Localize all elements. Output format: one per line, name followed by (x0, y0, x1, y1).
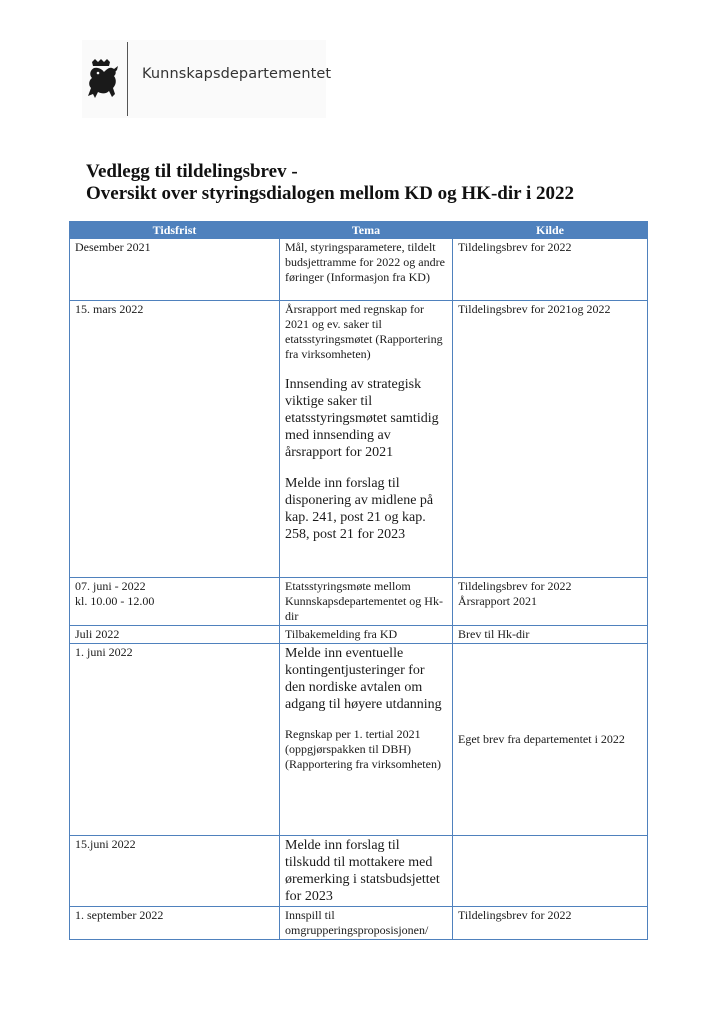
cell-deadline (70, 578, 280, 626)
cell-deadline: Juli 2022 (70, 626, 280, 644)
title-line-1: Vedlegg til tildelingsbrev - (86, 161, 298, 182)
cell-topic (280, 301, 453, 578)
cell-topic (280, 644, 453, 836)
cell-topic: Tilbakemelding fra KD (280, 626, 453, 644)
table-header-row (70, 222, 648, 239)
source-line-2: Årsrapport 2021 (458, 594, 537, 608)
cell-source: Brev til Hk-dir (453, 626, 648, 644)
header-source: Kilde (453, 222, 648, 239)
table-row (70, 301, 648, 578)
cell-deadline: Desember 2021 (70, 239, 280, 301)
cell-deadline: 1. juni 2022 (70, 644, 280, 836)
topic-contingent-adjustments: Melde inn eventuelle kontingentjusteringer for den nordiske avtalen om adgang til høyere utdanning (285, 646, 442, 712)
dialogue-overview-table (69, 221, 648, 940)
deadline-date: 07. juni - 2022 (75, 579, 146, 593)
ministry-logo (82, 40, 332, 118)
topic-accounts-tertial: Regnskap per 1. tertial 2021 (oppgjørspakken til DBH)(Rapportering fra virksomheten) (285, 727, 441, 771)
cell-topic: Etatsstyringsmøte mellom Kunnskapsdepartementet og Hk-dir (280, 578, 453, 626)
table-row (70, 239, 648, 301)
table-row (70, 626, 648, 644)
logo-divider (127, 42, 128, 116)
topic-annual-report: Årsrapport med regnskap for 2021 og ev. saker til etatsstyringsmøtet (Rapportering fra virksomheten) (285, 302, 443, 361)
table-row (70, 578, 648, 626)
cell-topic: Mål, styringsparametere, tildelt budsjettramme for 2022 og andre føringer (Informasjon fra KD) (280, 239, 453, 301)
source-line-1: Tildelingsbrev for 2022 (458, 579, 572, 593)
deadline-time: kl. 10.00 - 12.00 (75, 594, 155, 608)
cell-source: Tildelingsbrev for 2021og 2022 (453, 301, 648, 578)
table-row (70, 644, 648, 836)
cell-deadline: 15. mars 2022 (70, 301, 280, 578)
cell-topic: Innspill til omgrupperingsproposisjonen/ (280, 907, 453, 940)
topic-funds-proposal: Melde inn forslag til disponering av midlene på kap. 241, post 21 og kap. 258, post 21 for 2023 (285, 476, 434, 542)
cell-source (453, 836, 648, 907)
topic-strategic-matters: Innsending av strategisk viktige saker til etatsstyringsmøtet samtidig med innsending av årsrapport for 2021 (285, 377, 439, 460)
cell-deadline: 15.juni 2022 (70, 836, 280, 907)
lion-emblem-icon (84, 58, 120, 100)
table-row (70, 907, 648, 940)
header-deadline: Tidsfrist (70, 222, 280, 239)
cell-source: Tildelingsbrev for 2022 (453, 239, 648, 301)
title-line-2: Oversikt over styringsdialogen mellom KD og HK-dir i 2022 (86, 183, 574, 204)
header-topic: Tema (280, 222, 453, 239)
ministry-name: Kunnskapsdepartementet (142, 66, 332, 82)
table-row (70, 836, 648, 907)
cell-source: Tildelingsbrev for 2022 (453, 907, 648, 940)
cell-deadline: 1. september 2022 (70, 907, 280, 940)
document-title (86, 161, 574, 205)
cell-source: Eget brev fra departementet i 2022 (453, 644, 648, 836)
cell-topic: Melde inn forslag til tilskudd til mottakere med øremerking i statsbudsjettet for 2023 (280, 836, 453, 907)
cell-source (453, 578, 648, 626)
